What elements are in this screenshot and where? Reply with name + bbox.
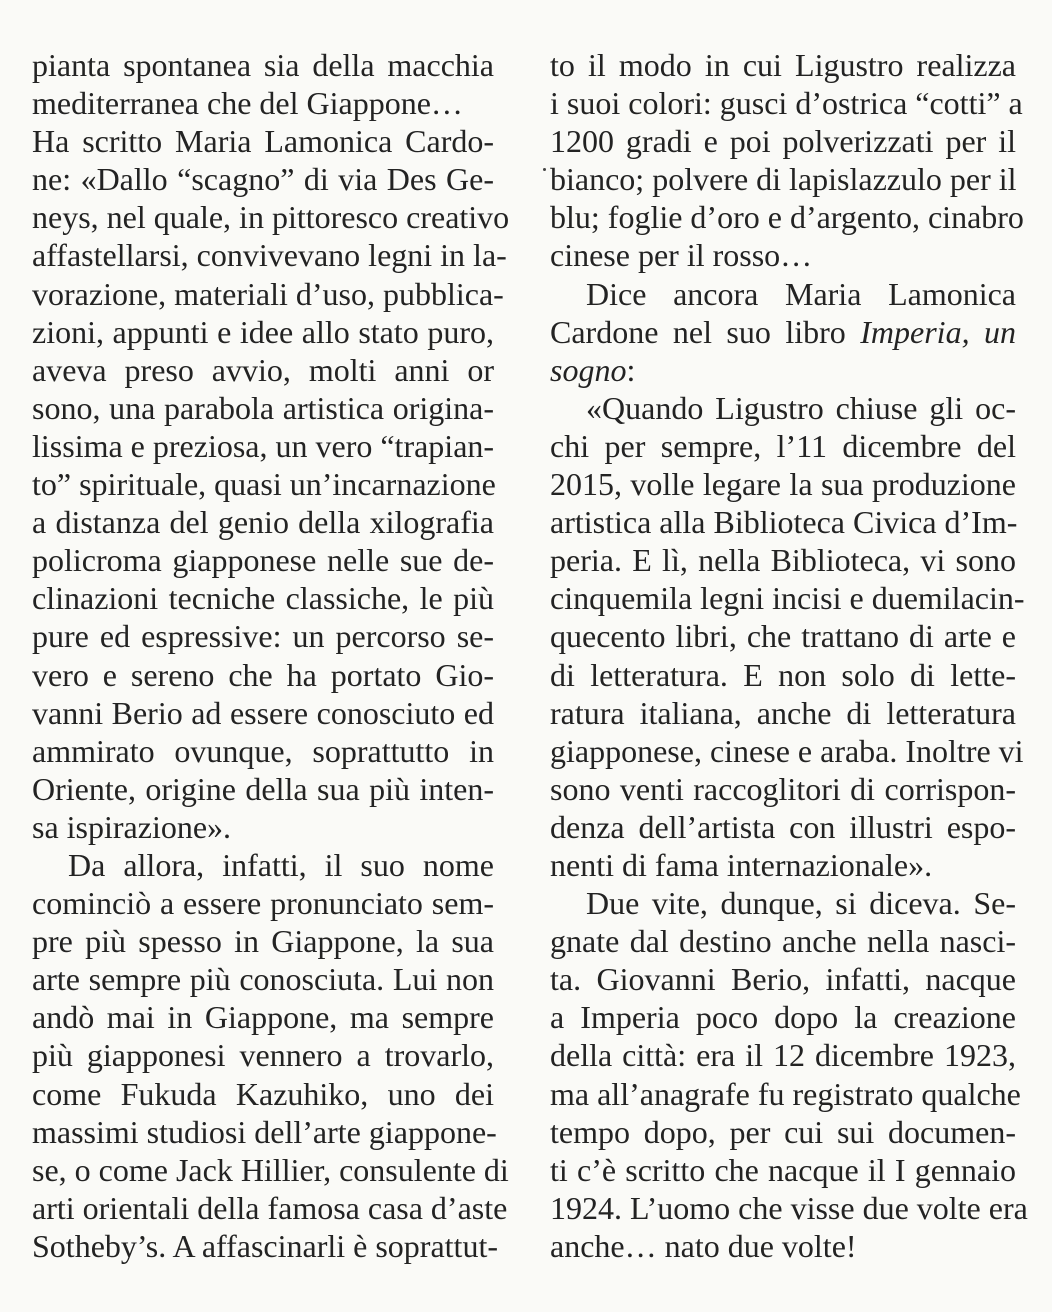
text-line (550, 198, 1024, 236)
text-line (550, 1151, 1016, 1189)
text-line (550, 1075, 1021, 1113)
line-text: clinazioni tecniche classiche, le più (32, 580, 494, 617)
line-text: pre più spesso in Giappone, la sua (32, 923, 494, 960)
text-line (550, 46, 1016, 84)
line-text: Cardone nel suo libro (550, 313, 846, 350)
text-line (550, 922, 1016, 960)
line-text: sa ispirazione». (32, 808, 232, 845)
line-text: neys, nel quale, in pittoresco creativo (32, 199, 510, 236)
text-line (550, 1189, 1028, 1227)
text-line (550, 84, 1023, 122)
text-line (32, 313, 494, 351)
text-line (32, 694, 494, 732)
text-line (32, 427, 494, 465)
text-line (32, 84, 494, 122)
text-line (550, 541, 1016, 579)
text-line (32, 503, 494, 541)
text-line (32, 160, 494, 198)
line-text: to il modo in cui Ligustro realizza (550, 47, 1016, 83)
line-text: chi per sempre, l’11 dicembre del (550, 427, 1016, 464)
text-line (550, 998, 1016, 1036)
text-line (32, 656, 494, 694)
text-line (550, 960, 1016, 998)
line-text: pianta spontanea sia della macchia (32, 47, 494, 83)
line-text: anche… nato due volte! (550, 1227, 857, 1264)
text-line (550, 808, 1016, 846)
text-line (32, 884, 494, 922)
line-text: giapponese, cinese e araba. Inoltre vi (550, 732, 1024, 769)
text-line (32, 1075, 494, 1113)
line-text: tempo dopo, per cui sui documen- (550, 1113, 1016, 1150)
line-text: pure ed espressive: un percorso se- (32, 618, 494, 655)
line-text: cinquemila legni incisi e duemilacin- (550, 580, 1025, 617)
text-line (550, 579, 1025, 617)
text-line (32, 732, 494, 770)
text-line (550, 503, 1016, 541)
text-line (32, 998, 494, 1036)
line-text: 1924. L’uomo che visse due volte era (550, 1189, 1028, 1226)
text-line (32, 46, 494, 84)
text-line (32, 770, 494, 808)
right-column (550, 46, 1028, 1265)
line-text: lissima e preziosa, un vero “trapian- (32, 427, 495, 464)
line-text: mediterranea che del Giappone… (32, 85, 463, 122)
line-text: policroma giapponese nelle sue de- (32, 542, 494, 579)
line-text: cinese per il rosso… (550, 237, 813, 274)
text-line (32, 275, 504, 313)
line-text: Sotheby’s. A affascinarli è soprattut- (32, 1227, 498, 1264)
text-line (550, 617, 1016, 655)
text-line (550, 846, 1016, 884)
line-text: arte sempre più conosciuta. Lui non (32, 961, 494, 998)
text-line (32, 1036, 494, 1074)
line-text: Ha scritto Maria Lamonica Cardo- (32, 123, 494, 160)
line-text: blu; foglie d’oro e d’argento, cinabro (550, 199, 1024, 236)
line-text: «Quando Ligustro chiuse gli oc- (586, 389, 1016, 426)
text-line (32, 1189, 508, 1227)
line-text: denza dell’artista con illustri espo- (550, 808, 1016, 845)
line-text: arti orientali della famosa casa d’aste (32, 1189, 508, 1226)
line-text: Da allora, infatti, il suo nome (68, 846, 494, 883)
line-text: massimi studiosi dell’arte giappone- (32, 1113, 497, 1150)
line-text: a distanza del genio della xilografia (32, 504, 494, 541)
text-line (550, 656, 1016, 694)
line-text: sono, una parabola artistica origina- (32, 389, 494, 426)
line-text: andò mai in Giappone, ma sempre (32, 999, 494, 1036)
text-line (32, 122, 494, 160)
text-line (32, 617, 494, 655)
line-text: più giapponesi vennero a trovarlo, (32, 1037, 494, 1074)
line-text: 2015, volle legare la sua produzione (550, 466, 1016, 503)
line-text: Dice ancora Maria Lamonica (586, 275, 1016, 312)
line-text: affastellarsi, convivevano legni in la- (32, 237, 507, 274)
left-column (32, 46, 510, 1265)
line-text: aveva preso avvio, molti anni or (32, 351, 494, 388)
line-text: a Imperia poco dopo la creazione (550, 999, 1016, 1036)
text-line (32, 808, 494, 846)
line-text: gnate dal destino anche nella nasci- (550, 923, 1016, 960)
text-line (550, 389, 1016, 427)
text-line (550, 351, 1016, 389)
line-text: : (626, 351, 636, 388)
line-text: se, o come Jack Hillier, consulente di (32, 1151, 509, 1188)
text-line (32, 351, 494, 389)
line-text: bianco; polvere di lapislazzulo per il (550, 161, 1017, 198)
line-text: peria. E lì, nella Biblioteca, vi sono (550, 542, 1016, 579)
text-line (550, 160, 1016, 198)
text-line (32, 579, 494, 617)
text-line (550, 884, 1016, 922)
line-text: ammirato ovunque, soprattutto in (32, 732, 494, 769)
line-text: ma all’anagrafe fu registrato qualche (550, 1075, 1021, 1112)
text-line (32, 541, 494, 579)
text-line (550, 1113, 1016, 1151)
line-text: di letteratura. E non solo di lette- (550, 656, 1016, 693)
text-line (550, 732, 1024, 770)
text-line (32, 846, 494, 884)
text-line (550, 122, 1016, 160)
line-text: i suoi colori: gusci d’ostrica “cotti” a (550, 85, 1023, 122)
line-text: vorazione, materiali d’uso, pubblica- (32, 275, 504, 312)
line-text: zioni, appunti e idee allo stato puro, (32, 313, 494, 350)
text-line (550, 694, 1016, 732)
line-text: ta. Giovanni Berio, infatti, nacque (550, 961, 1016, 998)
text-line (32, 922, 494, 960)
line-text: ratura italiana, anche di letteratura (550, 694, 1016, 731)
line-text: cominciò a essere pronunciato sem- (32, 885, 494, 922)
text-line (32, 198, 510, 236)
scan-speck (543, 168, 546, 171)
text-line (550, 1227, 1016, 1265)
text-line (550, 465, 1016, 503)
text-line (32, 960, 494, 998)
text-line (550, 236, 1016, 274)
text-line (550, 770, 1016, 808)
book-title-italic: Imperia, un (860, 313, 1017, 350)
line-text: to” spirituale, quasi un’incarnazione (32, 466, 496, 503)
line-text: come Fukuda Kazuhiko, uno dei (32, 1075, 494, 1112)
book-title-italic: sogno (550, 351, 627, 388)
line-text: nenti di fama internazionale». (550, 846, 933, 883)
line-text: Oriente, origine della sua più inten- (32, 770, 494, 807)
text-line (550, 427, 1016, 465)
text-line (32, 465, 494, 503)
line-text: Due vite, dunque, si diceva. Se- (586, 885, 1016, 922)
text-line (32, 1227, 498, 1265)
text-line (32, 389, 494, 427)
text-line (32, 1151, 509, 1189)
line-text: quecento libri, che trattano di arte e (550, 618, 1016, 655)
line-text: 1200 gradi e poi polverizzati per il (550, 123, 1016, 160)
text-line (550, 1036, 1016, 1074)
line-text: ti c’è scritto che nacque il I gennaio (550, 1151, 1016, 1188)
line-text: vero e sereno che ha portato Gio- (32, 656, 494, 693)
text-line (32, 236, 507, 274)
text-line (550, 275, 1016, 313)
line-text: ne: «Dallo “scagno” di via Des Ge- (32, 161, 494, 198)
text-line (32, 1113, 497, 1151)
line-text: vanni Berio ad essere conosciuto ed (32, 694, 494, 731)
line-text: della città: era il 12 dicembre 1923, (550, 1037, 1016, 1074)
line-text: artistica alla Biblioteca Civica d’Im- (550, 504, 1018, 541)
line-text: sono venti raccoglitori di corrispon- (550, 770, 1016, 807)
text-line (550, 313, 1016, 351)
